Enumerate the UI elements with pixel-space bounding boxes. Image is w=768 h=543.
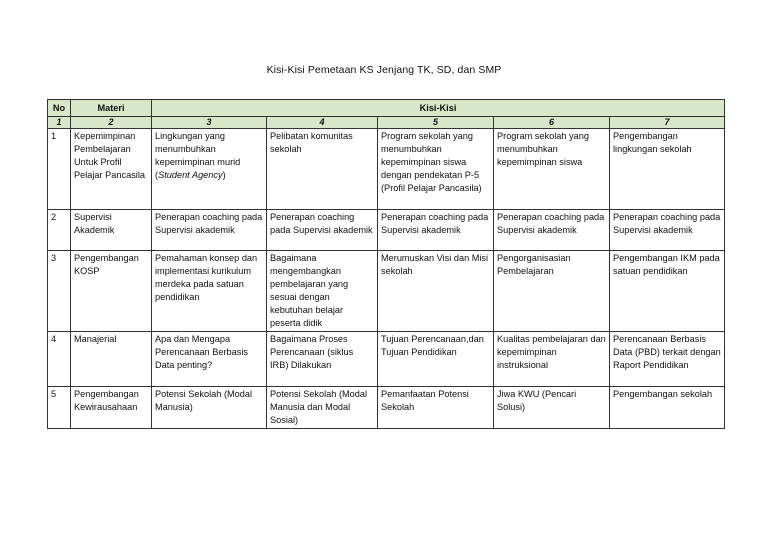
kisi-cell: Jiwa KWU (Pencari Solusi) [494, 387, 610, 429]
table-row [48, 251, 725, 332]
kisi-cell [152, 129, 267, 210]
materi-cell: Pengembangan KOSP [71, 251, 152, 332]
kisi-cell: Tujuan Perencanaan,dan Tujuan Pendidikan [378, 332, 494, 387]
row-number: 4 [48, 332, 71, 387]
kisi-cell: Pemahaman konsep dan implementasi kurikulum merdeka pada satuan pendidikan [152, 251, 267, 332]
kisi-cell: Bagaimana Proses Perencanaan (siklus IRB) Dilakukan [267, 332, 378, 387]
kisi-cell: Pengembangan IKM pada satuan pendidikan [610, 251, 725, 332]
kisi-cell: Pengembangan sekolah [610, 387, 725, 429]
column-number: 6 [494, 117, 610, 129]
column-number: 7 [610, 117, 725, 129]
kisi-cell: Pemanfaatan Potensi Sekolah [378, 387, 494, 429]
materi-cell: Pengembangan Kewirausahaan [71, 387, 152, 429]
row-number: 3 [48, 251, 71, 332]
column-number: 2 [71, 117, 152, 129]
kisi-cell: Penerapan coaching pada Supervisi akademik [267, 210, 378, 251]
header-materi: Materi [71, 100, 152, 117]
column-number: 5 [378, 117, 494, 129]
header-row [48, 100, 725, 117]
header-no: No [48, 100, 71, 117]
kisi-cell: Pelibatan komunitas sekolah [267, 129, 378, 210]
kisi-cell: Apa dan Mengapa Perencanaan Berbasis Data penting? [152, 332, 267, 387]
materi-cell: Supervisi Akademik [71, 210, 152, 251]
kisi-cell: Pengorganisasian Pembelajaran [494, 251, 610, 332]
column-number: 4 [267, 117, 378, 129]
kisi-cell: Penerapan coaching pada Supervisi akademik [152, 210, 267, 251]
column-number-row [48, 117, 725, 129]
header-kisi-kisi: Kisi-Kisi [152, 100, 725, 117]
kisi-cell: Bagaimana mengembangkan pembelajaran yang sesuai dengan kebutuhan belajar peserta didik [267, 251, 378, 332]
kisi-cell: Perencanaan Berbasis Data (PBD) terkait dengan Raport Pendidikan [610, 332, 725, 387]
row-number: 2 [48, 210, 71, 251]
materi-cell: Manajerial [71, 332, 152, 387]
kisi-cell: Penerapan coaching pada Supervisi akademik [494, 210, 610, 251]
kisi-cell: Potensi Sekolah (Modal Manusia) [152, 387, 267, 429]
kisi-cell: Potensi Sekolah (Modal Manusia dan Modal Sosial) [267, 387, 378, 429]
kisi-cell: Pengembangan lingkungan sekolah [610, 129, 725, 210]
column-number: 3 [152, 117, 267, 129]
row-number: 1 [48, 129, 71, 210]
document-title: Kisi-Kisi Pemetaan KS Jenjang TK, SD, dan SMP [266, 64, 502, 76]
materi-cell: Kepemimpinan Pembelajaran Untuk Profil Pelajar Pancasila [71, 129, 152, 210]
kisi-cell: Program sekolah yang menumbuhkan kepemimpinan siswa [494, 129, 610, 210]
table-row [48, 210, 725, 251]
kisi-cell: Merumuskan Visi dan Misi sekolah [378, 251, 494, 332]
kisi-cell: Program sekolah yang menumbuhkan kepemimpinan siswa dengan pendekatan P-5 (Profil Pelajar Pancasila) [378, 129, 494, 210]
table-row [48, 129, 725, 210]
kisi-kisi-table [47, 99, 725, 429]
row-number: 5 [48, 387, 71, 429]
kisi-cell: Kualitas pembelajaran dan kepemimpinan instruksional [494, 332, 610, 387]
kisi-text: ) [222, 170, 226, 180]
table-row [48, 332, 725, 387]
kisi-cell: Penerapan coaching pada Supervisi akademik [610, 210, 725, 251]
kisi-italic-text: Student Agency [158, 170, 223, 180]
kisi-text: Lingkungan yang menumbuhkan kepemimpinan murid ( [155, 131, 241, 180]
kisi-cell: Penerapan coaching pada Supervisi akademik [378, 210, 494, 251]
column-number: 1 [48, 117, 71, 129]
table-row [48, 387, 725, 429]
